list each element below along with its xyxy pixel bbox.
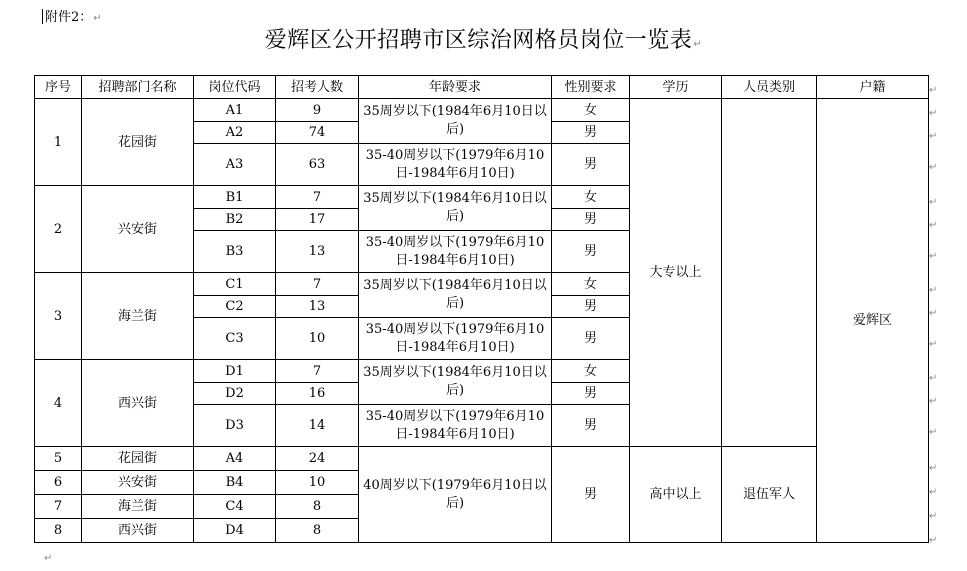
gender-cell: 男: [552, 209, 630, 231]
header-seq: 序号: [35, 76, 82, 99]
paragraph-mark-icon: ↵: [929, 339, 938, 350]
gender-cell: 男: [552, 318, 630, 360]
count-cell: 24: [276, 447, 359, 471]
count-cell: 10: [276, 471, 359, 495]
count-cell: 8: [276, 519, 359, 543]
header-count: 招考人数: [276, 76, 359, 99]
dept-cell: 海兰街: [82, 495, 194, 519]
positions-table: [34, 75, 929, 543]
dept-cell: 兴安街: [82, 471, 194, 495]
table-row: [35, 99, 929, 122]
header-age: 年龄要求: [359, 76, 552, 99]
gender-cell: 男: [552, 296, 630, 318]
paragraph-mark-icon: ↵: [929, 535, 938, 546]
header-education: 学历: [630, 76, 722, 99]
gender-cell: 男: [552, 405, 630, 447]
age-cell: 35周岁以下(1984年6月10日以后): [359, 99, 552, 144]
count-cell: 7: [276, 186, 359, 209]
attachment-text: 附件2：: [45, 10, 93, 25]
seq-cell: 8: [35, 519, 82, 543]
paragraph-mark-icon: ↵: [929, 427, 938, 438]
dept-cell: 兴安街: [82, 186, 194, 273]
count-cell: 10: [276, 318, 359, 360]
education-cell: 高中以上: [630, 447, 722, 543]
count-cell: 7: [276, 360, 359, 383]
paragraph-mark-icon: ↵: [929, 308, 938, 319]
code-cell: D2: [194, 383, 276, 405]
code-cell: B4: [194, 471, 276, 495]
paragraph-mark-icon: ↵: [929, 396, 938, 407]
seq-cell: 1: [35, 99, 82, 186]
gender-cell: 男: [552, 383, 630, 405]
paragraph-mark-icon: ↵: [93, 13, 102, 24]
education-cell: 大专以上: [630, 99, 722, 447]
paragraph-mark-icon: ↵: [929, 131, 938, 142]
age-cell: 35-40周岁以下(1979年6月10日-1984年6月10日): [359, 405, 552, 447]
gender-cell: 男: [552, 231, 630, 273]
code-cell: A2: [194, 122, 276, 144]
age-cell: 35周岁以下(1984年6月10日以后): [359, 360, 552, 405]
page-title: [0, 26, 967, 60]
code-cell: B1: [194, 186, 276, 209]
gender-cell: 女: [552, 360, 630, 383]
code-cell: B2: [194, 209, 276, 231]
age-cell: 35-40周岁以下(1979年6月10日-1984年6月10日): [359, 231, 552, 273]
table-row: [35, 447, 929, 471]
code-cell: C4: [194, 495, 276, 519]
gender-cell: 女: [552, 273, 630, 296]
header-huji: 户籍: [817, 76, 929, 99]
code-cell: A3: [194, 144, 276, 186]
seq-cell: 5: [35, 447, 82, 471]
code-cell: D4: [194, 519, 276, 543]
age-cell: 35-40周岁以下(1979年6月10日-1984年6月10日): [359, 318, 552, 360]
header-gender: 性别要求: [552, 76, 630, 99]
gender-cell: 男: [552, 122, 630, 144]
count-cell: 74: [276, 122, 359, 144]
count-cell: 7: [276, 273, 359, 296]
count-cell: 16: [276, 383, 359, 405]
header-dept: 招聘部门名称: [82, 76, 194, 99]
age-cell: 35-40周岁以下(1979年6月10日-1984年6月10日): [359, 144, 552, 186]
count-cell: 13: [276, 231, 359, 273]
gender-cell: 男: [552, 144, 630, 186]
dept-cell: 花园街: [82, 99, 194, 186]
paragraph-mark-icon: ↵: [929, 487, 938, 498]
code-cell: D1: [194, 360, 276, 383]
seq-cell: 3: [35, 273, 82, 360]
code-cell: A1: [194, 99, 276, 122]
gender-cell: 女: [552, 99, 630, 122]
paragraph-mark-icon: ↵: [929, 220, 938, 231]
code-cell: C3: [194, 318, 276, 360]
dept-cell: 西兴街: [82, 360, 194, 447]
age-cell: 35周岁以下(1984年6月10日以后): [359, 273, 552, 318]
count-cell: 13: [276, 296, 359, 318]
code-cell: D3: [194, 405, 276, 447]
category-cell: [722, 99, 817, 447]
dept-cell: 西兴街: [82, 519, 194, 543]
attachment-label: [42, 9, 102, 27]
code-cell: A4: [194, 447, 276, 471]
dept-cell: 海兰街: [82, 273, 194, 360]
paragraph-mark-icon: ↵: [929, 108, 938, 119]
huji-cell: 爱辉区: [817, 99, 929, 543]
gender-cell: 女: [552, 186, 630, 209]
paragraph-mark-icon: ↵: [929, 197, 938, 208]
seq-cell: 4: [35, 360, 82, 447]
paragraph-mark-icon: ↵: [929, 373, 938, 384]
paragraph-mark-icon: ↵: [693, 39, 703, 50]
paragraph-mark-icon: ↵: [44, 553, 53, 564]
age-cell: 35周岁以下(1984年6月10日以后): [359, 186, 552, 231]
paragraph-mark-icon: ↵: [929, 162, 938, 173]
seq-cell: 6: [35, 471, 82, 495]
code-cell: B3: [194, 231, 276, 273]
header-code: 岗位代码: [194, 76, 276, 99]
code-cell: C1: [194, 273, 276, 296]
count-cell: 14: [276, 405, 359, 447]
seq-cell: 2: [35, 186, 82, 273]
seq-cell: 7: [35, 495, 82, 519]
count-cell: 17: [276, 209, 359, 231]
count-cell: 63: [276, 144, 359, 186]
header-category: 人员类别: [722, 76, 817, 99]
count-cell: 8: [276, 495, 359, 519]
age-cell: 40周岁以下(1979年6月10日以后): [359, 447, 552, 543]
paragraph-mark-icon: ↵: [929, 285, 938, 296]
paragraph-mark-icon: ↵: [929, 511, 938, 522]
table-header-row: [35, 76, 929, 99]
count-cell: 9: [276, 99, 359, 122]
text-cursor: [42, 9, 43, 24]
code-cell: C2: [194, 296, 276, 318]
gender-cell: 男: [552, 447, 630, 543]
paragraph-mark-icon: ↵: [929, 251, 938, 262]
category-cell: 退伍军人: [722, 447, 817, 543]
title-text: 爱辉区公开招聘市区综治网格员岗位一览表: [264, 28, 693, 53]
paragraph-mark-icon: ↵: [929, 85, 938, 96]
dept-cell: 花园街: [82, 447, 194, 471]
paragraph-mark-icon: ↵: [929, 463, 938, 474]
